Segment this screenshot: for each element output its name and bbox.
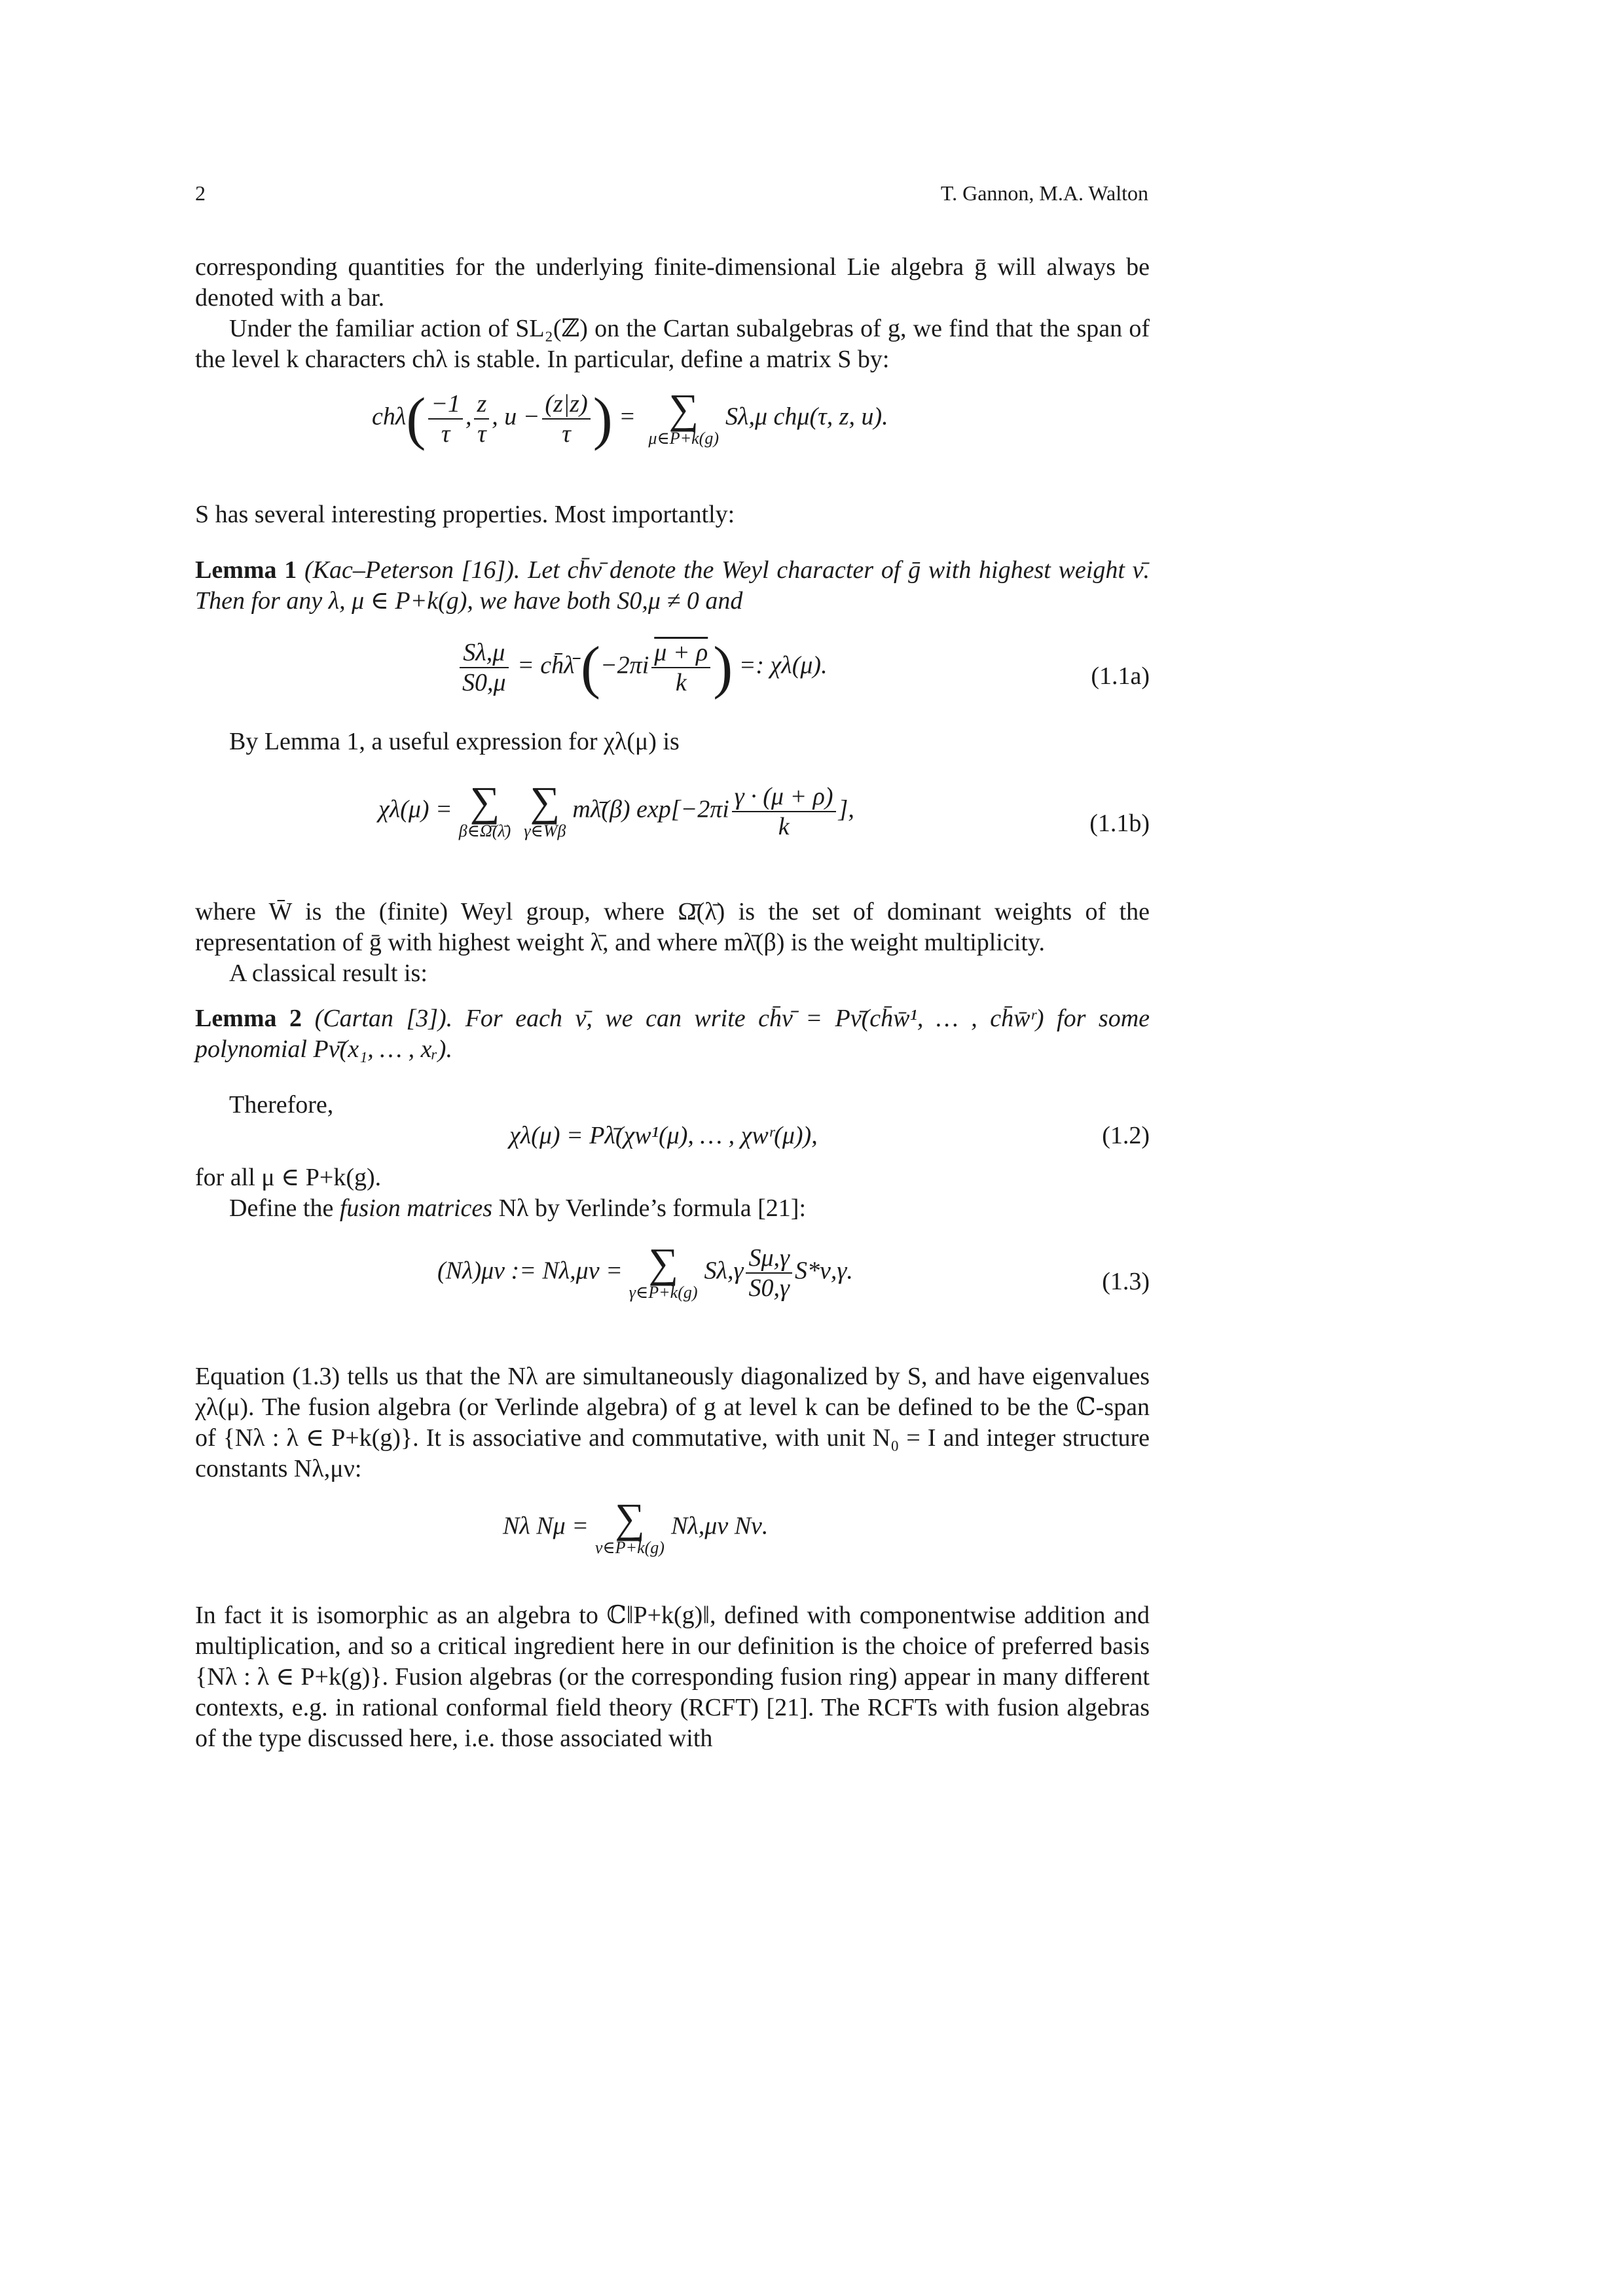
paragraph-useful-expression: By Lemma 1, a useful expression for χλ(μ) is xyxy=(229,728,680,755)
text-block-3 xyxy=(195,726,1150,757)
text-block-1 xyxy=(195,252,1150,375)
equation-1-2: χλ(μ) = Pλ̄(χw¹(μ), … , χwʳ(μ)), (1.2) xyxy=(195,1121,1150,1153)
text-block-8 xyxy=(195,1600,1150,1754)
equation-number: (1.2) xyxy=(1102,1122,1150,1149)
lemma-2-citation: (Cartan [3]). xyxy=(314,1005,453,1032)
page-number: 2 xyxy=(195,181,206,205)
paragraph-isomorphic: In fact it is isomorphic as an algebra to ℂ‖P+k(g)‖, defined with componentwise addition and multiplication, and so a critical ingredient here in our definition is the choice of preferred basis {Nλ : λ ∈ P+k(g)}. Fusion algebras (or the corresponding fusion ring) appear in many different contexts, e.g. in rational conformal field theory (RCFT) [21]. The RCFTs with fusion algebras of the type discussed here, i.e. those associated with xyxy=(195,1602,1150,1752)
equation-1-3: (Nλ)μν := Nλ,μν = ∑ γ∈P+k(g) Sλ,γ $\frac{S\mu,\gamma}{S0,\gamma}$ S*ν,γ. (1.3) xyxy=(437,1240,1150,1302)
lemma-1-citation: (Kac–Peterson [16]). xyxy=(304,556,520,584)
lemma-2 xyxy=(195,1003,1150,1065)
text-block-6 xyxy=(195,1162,1150,1224)
lemma-1-label: Lemma 1 xyxy=(195,556,297,584)
equation-s-matrix: chλ( $\frac{-1}{\tau}$ , $\frac{z}{\tau}$ , u − $\frac{(z|z)}{\tau}$ ) = ∑ μ∈P+k(g) Sλ,μ chμ(τ, z, u). xyxy=(372,386,888,452)
summation: ∑ ν∈P+k(g) xyxy=(594,1495,665,1557)
fraction: $\frac{-1}{\tau}$ xyxy=(428,389,463,448)
text-block-7 xyxy=(195,1361,1150,1484)
paragraph-weyl-group: where W̄ is the (finite) Weyl group, where Ω̄(λ̄) is the set of dominant weights of the representation of ḡ with highest weight λ̄, and where mλ̄(β) is the weight multiplicity. xyxy=(195,898,1150,956)
running-header-authors: T. Gannon, M.A. Walton xyxy=(940,181,1148,205)
paragraph-define-fusion: Define the fusion matrices Nλ by Verlinde’s formula [21]: xyxy=(229,1194,807,1222)
text-block-5 xyxy=(195,1090,1150,1121)
equation-number: (1.1b) xyxy=(1089,810,1150,837)
summation: ∑ μ∈P+k(g) xyxy=(648,386,719,448)
equation-1-1b: χλ(μ) = ∑ β∈Ω̄(λ̄) ∑ γ∈W̄β mλ̄(β) exp[−2πi $\frac{\gamma \cdot (\mu + \rho)}{k}$ ], (1.1b) xyxy=(378,778,1150,840)
summation: ∑ γ∈W̄β xyxy=(524,778,566,840)
paragraph-sl2z: Under the familiar action of SL₂(ℤ) on the Cartan subalgebras of g, we find that the span of the level k characters chλ is stable. In particular, define a matrix S by: xyxy=(195,315,1150,373)
summation: ∑ γ∈P+k(g) xyxy=(629,1240,698,1302)
equation-1-1a: $\frac{S\lambda,\mu}{S0,\mu}$ = ch̄λ̄ (−2πi $\frac{\mu + \rho}{k}$ ) =: χλ(μ). (1.1a) xyxy=(195,638,1150,717)
paragraph-classical-result: A classical result is: xyxy=(229,960,428,987)
paragraph-therefore: Therefore, xyxy=(229,1091,334,1119)
lemma-2-text: For each ν̄, we can write ch̄ν̄ = Pν̄(ch̄w̄¹, … , ch̄w̄ʳ) for some polynomial Pν̄(x₁, … , xᵣ). xyxy=(195,1005,1150,1063)
paragraph-intro: corresponding quantities for the underlying finite-dimensional Lie algebra ḡ will always be denoted with a bar. xyxy=(195,253,1150,312)
paragraph-eigenvalues: Equation (1.3) tells us that the Nλ are simultaneously diagonalized by S, and have eigenvalues χλ(μ). The fusion algebra (or Verlinde algebra) of g at level k can be defined to be the ℂ-span of {Nλ : λ ∈ P+k(g)}. It is associative and commutative, with unit N₀ = I and integer structure constants Nλ,μν: xyxy=(195,1363,1150,1482)
text-block-4 xyxy=(195,897,1150,989)
fraction: $\frac{S\lambda,\mu}{S0,\mu}$ xyxy=(460,638,509,697)
text-block-2 xyxy=(195,499,1150,530)
fraction: $\frac{(z|z)}{\tau}$ xyxy=(542,389,590,448)
fraction: $\frac{z}{\tau}$ xyxy=(474,389,489,448)
fraction: $\frac{S\mu,\gamma}{S0,\gamma}$ xyxy=(746,1244,792,1302)
equation-number: (1.3) xyxy=(1102,1268,1150,1295)
equation-fusion-product: Nλ Nμ = ∑ ν∈P+k(g) Nλ,μν Nν. xyxy=(503,1495,769,1557)
fraction: $\frac{\gamma \cdot (\mu + \rho)}{k}$ xyxy=(732,782,836,841)
lemma-1 xyxy=(195,555,1150,617)
lemma-2-label: Lemma 2 xyxy=(195,1005,302,1032)
paragraph-for-all: for all μ ∈ P+k(g). xyxy=(195,1164,382,1191)
paragraph-properties: S has several interesting properties. Most importantly: xyxy=(195,501,735,528)
equation-number: (1.1a) xyxy=(1091,662,1150,690)
lemma-1-text: Let ch̄ν̄ denote the Weyl character of ḡ with highest weight ν̄. Then for any λ, μ ∈ P+k(g), we have both S0,μ ≠ 0 and xyxy=(195,556,1150,615)
summation: ∑ β∈Ω̄(λ̄) xyxy=(458,778,511,840)
fraction: $\frac{\mu + \rho}{k}$ xyxy=(651,638,710,697)
